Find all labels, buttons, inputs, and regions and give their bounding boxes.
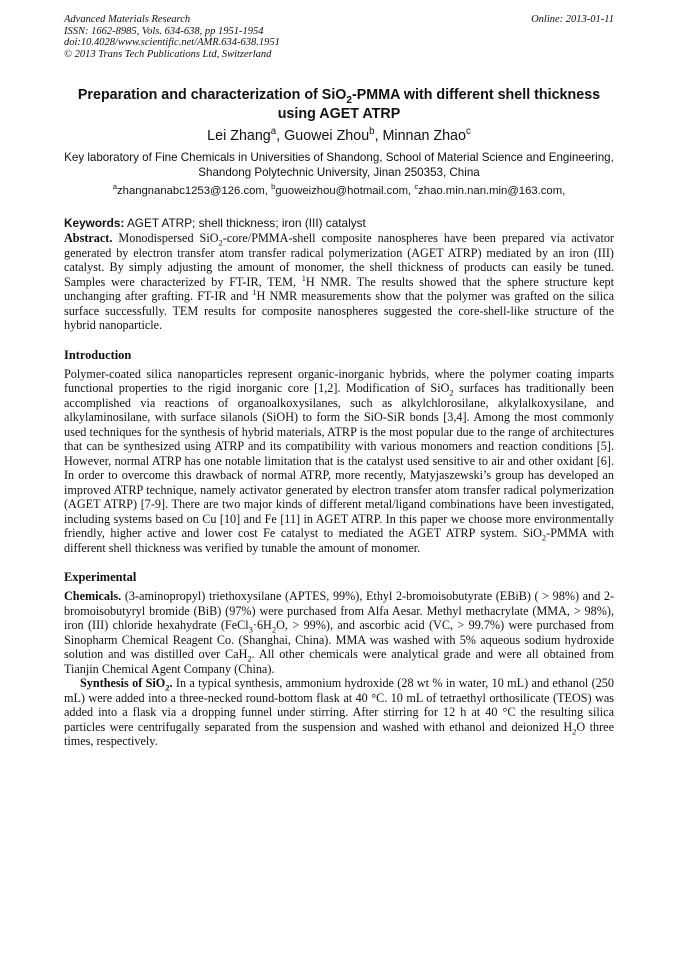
author-list (64, 127, 614, 145)
chem-text-2: ·6H (252, 618, 272, 632)
keywords-text: AGET ATRP; shell thickness; iron (III) catalyst (124, 216, 366, 230)
synthesis-label-sub: 2 (165, 682, 170, 693)
intro-text-1: Polymer-coated silica nanoparticles represent organic-inorganic hybrids, where the polymer coating imparts functional properties to the rigid inorganic core [1,2]. Modification of SiO (64, 366, 614, 395)
affiliation: Key laboratory of Fine Chemicals in Universities of Shandong, School of Material Science and Engineering, Shandong Polytechnic University, Jinan 250353, China (64, 151, 614, 179)
chem-sub-1: 3 (248, 624, 253, 635)
intro-text-3: -PMMA with different shell thickness was verified by tunable the amount of monomer. (64, 526, 614, 555)
chem-text-1: (3-aminopropyl) triethoxysilane (APTES, 99%), Ethyl 2-bromoisobutyrate (EBiB) ( > 98%) and 2-bromoisobutyryl bromide (BiB) (97%) were purchased from Alfa Aesar. Methyl methacrylate (MMA, > 98%), iron (III) chloride hexahydrate (FeCl (64, 589, 614, 632)
chem-text-3: O, > 99%), and ascorbic acid (VC, > 99.7%) were purchased from Sinopharm Chemical Reagent Co. (Shanghai, China). MMA was washed with 5% aqueous sodium hydroxide solution and was distilled over CaH (64, 618, 615, 661)
email-line (64, 184, 614, 199)
title-subscript: 2 (346, 94, 352, 106)
doi-line: doi:10.4028/www.scientific.net/AMR.634-638.1951 (64, 37, 280, 48)
abstract-text-2: -core/PMMA-shell composite nanospheres have been prepared via activator generated by electron transfer atom transfer radical polymerization (AGET ATRP) mediated by an iron (III) catalyst. By simply adjusting the amount of monomer, the shell thickness of products can easily be tuned. Samples were characterized by FT-IR, TEM, (64, 231, 614, 289)
chem-sub-3: 2 (247, 653, 252, 664)
synthesis-sub-1: 2 (572, 725, 577, 736)
journal-name: Advanced Materials Research (64, 14, 191, 25)
synthesis-text-2: O three times, respectively. (64, 719, 614, 748)
email-b-mark: b (271, 182, 276, 192)
email-a: zhangnanabc1253@126.com, (117, 185, 272, 197)
synthesis-label-text: Synthesis of SiO (80, 676, 166, 690)
author-1: Lei Zhang (207, 128, 271, 144)
email-c-mark: c (414, 182, 419, 192)
introduction-heading: Introduction (64, 347, 132, 362)
intro-sub-1: 2 (449, 387, 454, 398)
synthesis-paragraph (64, 676, 614, 749)
keywords-label: Keywords: (64, 216, 125, 230)
abstract (64, 231, 614, 333)
chem-text-4: . All other chemicals were analytical grade and were all obtained from Tianjin Chemical Agent Company (China). (64, 647, 614, 676)
author-3: , Minnan Zhao (374, 128, 466, 144)
author-3-mark: c (465, 126, 471, 138)
journal-header (64, 14, 614, 60)
abstract-text-1: Monodispersed SiO (112, 231, 219, 245)
email-c: zhao.min.nan.min@163.com, (418, 185, 566, 197)
email-b: guoweizhou@hotmail.com, (275, 185, 415, 197)
online-date: Online: 2013-01-11 (531, 14, 614, 25)
paper-title (64, 86, 614, 124)
abstract-text-3: H NMR. The results showed that the sphere structure kept unchanging after grafting. FT-IR and (64, 274, 614, 303)
abstract-sup-2: 1 (252, 287, 257, 297)
author-1-mark: a (270, 126, 277, 138)
abstract-text-4: H NMR measurements show that the polymer was grafted on the silica surface successfully. TEM results for composite nanospheres suggested the core-shell-like structure of the hybrid nanoparticle. (64, 289, 614, 332)
author-2: , Guowei Zhou (276, 128, 370, 144)
title-part-1: Preparation and characterization of SiO (77, 87, 347, 103)
synthesis-label-dot: . (169, 676, 173, 690)
abstract-sub-1: 2 (218, 237, 223, 248)
abstract-label: Abstract. (64, 231, 113, 245)
chem-sub-2: 2 (271, 624, 277, 635)
title-part-2: -PMMA with different shell thickness using AGET ATRP (277, 87, 601, 122)
experimental-heading: Experimental (64, 570, 137, 584)
abstract-sup-1: 1 (301, 273, 306, 283)
chemicals-label: Chemicals. (64, 589, 122, 603)
intro-text-2: surfaces has traditionally been accomplished via reactions of organoalkoxysilanes, such as alkylchlorosilane, alkylalkoxysilane, and alkylaminosilane, with surface silanols (SiOH) to form the SiO-SiR bonds [3,4]. Among the most commonly used techniques for the synthesis of hybrid materials, ATRP is the most popular due to the range of architectures that can be synthesized using ATRP and its compatibility with various monomers and reaction conditions [5]. However, normal ATRP has one notable limitation that is the catalyst used sensitive to air and other oxidant [6]. In order to overcome this drawback of normal ATRP, more recently, Matyjaszewski’s group has developed an improved ATRP technique, namely activator generated by electron transfer atom transfer radical polymerization (AGET ATRP) [7-9]. There are two major kinds of different metal/ligand combinations have been investigated, including systems based on Cu [10] and Fe [11] in AGET ATRP. In this paper we choose more environmentally friendly, higher active and lower cost Fe catalyst to mediated the AGET ATRP system. SiO (64, 381, 614, 540)
chemicals-paragraph (64, 589, 614, 676)
email-a-mark: a (112, 182, 118, 192)
keywords (64, 216, 614, 231)
issn-line: ISSN: 1662-8985, Vols. 634-638, pp 1951-1954 (64, 25, 264, 37)
author-2-mark: b (369, 126, 375, 138)
synthesis-label (80, 676, 173, 693)
synthesis-text-1: In a typical synthesis, ammonium hydroxide (28 wt % in water, 10 mL) and ethanol (250 mL) were added into a three-necked round-bottom flask at 40 °C. 10 mL of tetraethyl orthosilicate (TEOS) was added into a flask via a dropping funnel under stirring. After stirring for 12 h at 40 °C the resulting silica particles were centrifugally separated from the suspension and washed with ethanol and deionized H (64, 676, 614, 734)
introduction-paragraph (64, 367, 614, 556)
intro-sub-2: 2 (541, 532, 547, 543)
copyright-line: © 2013 Trans Tech Publications Ltd, Switzerland (64, 48, 272, 60)
